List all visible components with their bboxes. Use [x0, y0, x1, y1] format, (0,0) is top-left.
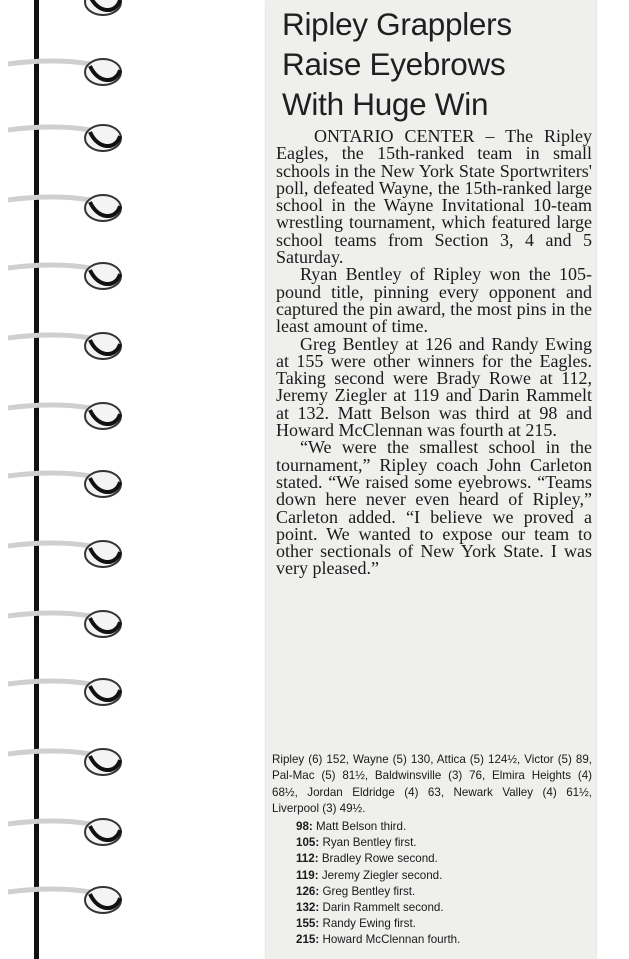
individual-results — [296, 819, 586, 949]
spiral-ring-icon — [8, 742, 128, 782]
team-standings: Ripley (6) 152, Wayne (5) 130, Attica (5) 124½, Victor (5) 89, Pal-Mac (5) 81½, Baldwinsville (3) 76, Elmira Heights (4) 68½, Jordan Eldridge (4) 63, Newark Valley (4) 61½, Liverpool (3) 49½. — [272, 753, 592, 816]
headline-line: Raise Eyebrows — [282, 46, 506, 82]
spiral-ring-icon — [8, 256, 128, 296]
weight-class: 215: — [296, 933, 320, 947]
spiral-ring-icon — [8, 326, 128, 366]
weight-class: 132: — [296, 901, 320, 915]
result-text: Ryan Bentley first. — [322, 836, 417, 850]
result-text: Bradley Rowe second. — [321, 852, 438, 866]
article-paragraph: “We were the smallest school in the tournament,” Ripley coach John Carleton stated. “We raised some eyebrows. “Teams down here never even heard of Ripley,” Carleton added. “I believe we proved a point. We wanted to expose our team to other sectionals of New York State. I was very pleased.” — [276, 437, 592, 579]
weight-class: 119: — [296, 868, 319, 882]
spiral-ring-icon — [8, 534, 128, 574]
article-paragraph: Ryan Bentley of Ripley won the 105-pound title, pinning every opponent and captured the pin award, the most pins in the least amount of time. — [276, 264, 592, 337]
headline-line: Ripley Grapplers — [282, 6, 512, 42]
spiral-ring-icon — [8, 0, 128, 22]
result-row — [296, 900, 586, 916]
spiral-ring-icon — [8, 118, 128, 158]
spiral-ring-icon — [8, 464, 128, 504]
spiral-ring-icon — [8, 396, 128, 436]
spiral-ring-icon — [8, 812, 128, 852]
weight-class: 105: — [296, 836, 320, 850]
result-row — [296, 932, 586, 948]
article-paragraph: Greg Bentley at 126 and Randy Ewing at 155 were other winners for the Eagles. Taking second were Brady Rowe at 112, Jeremy Ziegler at 119 and Darin Rammelt at 132. Matt Belson was third at 98 and Howard McClennan was fourth at 215. — [276, 333, 592, 441]
spiral-binding — [0, 0, 150, 959]
result-text: Matt Belson third. — [316, 820, 407, 833]
newspaper-clipping — [266, 0, 596, 959]
result-text: Jeremy Ziegler second. — [321, 868, 443, 882]
spiral-ring-icon — [8, 188, 128, 228]
result-row — [296, 835, 586, 851]
headline-line: With Huge Win — [282, 86, 489, 122]
result-row — [296, 868, 586, 884]
headline — [282, 4, 592, 124]
weight-class: 126: — [296, 884, 320, 898]
result-text: Darin Rammelt second. — [322, 901, 444, 915]
article-paragraph: ONTARIO CENTER – The Ripley Eagles, the 15th-ranked team in small schools in the New York State Sportwriters' poll, defeated Wayne, the 15th-ranked large school in the Wayne Invitational 10-team wrestling tournament, which featured large school teams from Section 3, 4 and 5 Saturday. — [276, 126, 592, 268]
article-body — [276, 128, 592, 578]
spiral-ring-icon — [8, 672, 128, 712]
result-text: Greg Bentley first. — [322, 884, 416, 898]
weight-class: 98: — [296, 820, 313, 833]
result-row — [296, 819, 586, 835]
weight-class: 155: — [296, 917, 320, 931]
result-text: Howard McClennan fourth. — [322, 933, 461, 947]
result-row — [296, 884, 586, 900]
spiral-ring-icon — [8, 52, 128, 92]
spiral-ring-icon — [8, 880, 128, 920]
result-row — [296, 916, 586, 932]
result-row — [296, 851, 586, 867]
spiral-ring-icon — [8, 604, 128, 644]
result-text: Randy Ewing first. — [322, 917, 416, 931]
weight-class: 112: — [296, 852, 319, 866]
